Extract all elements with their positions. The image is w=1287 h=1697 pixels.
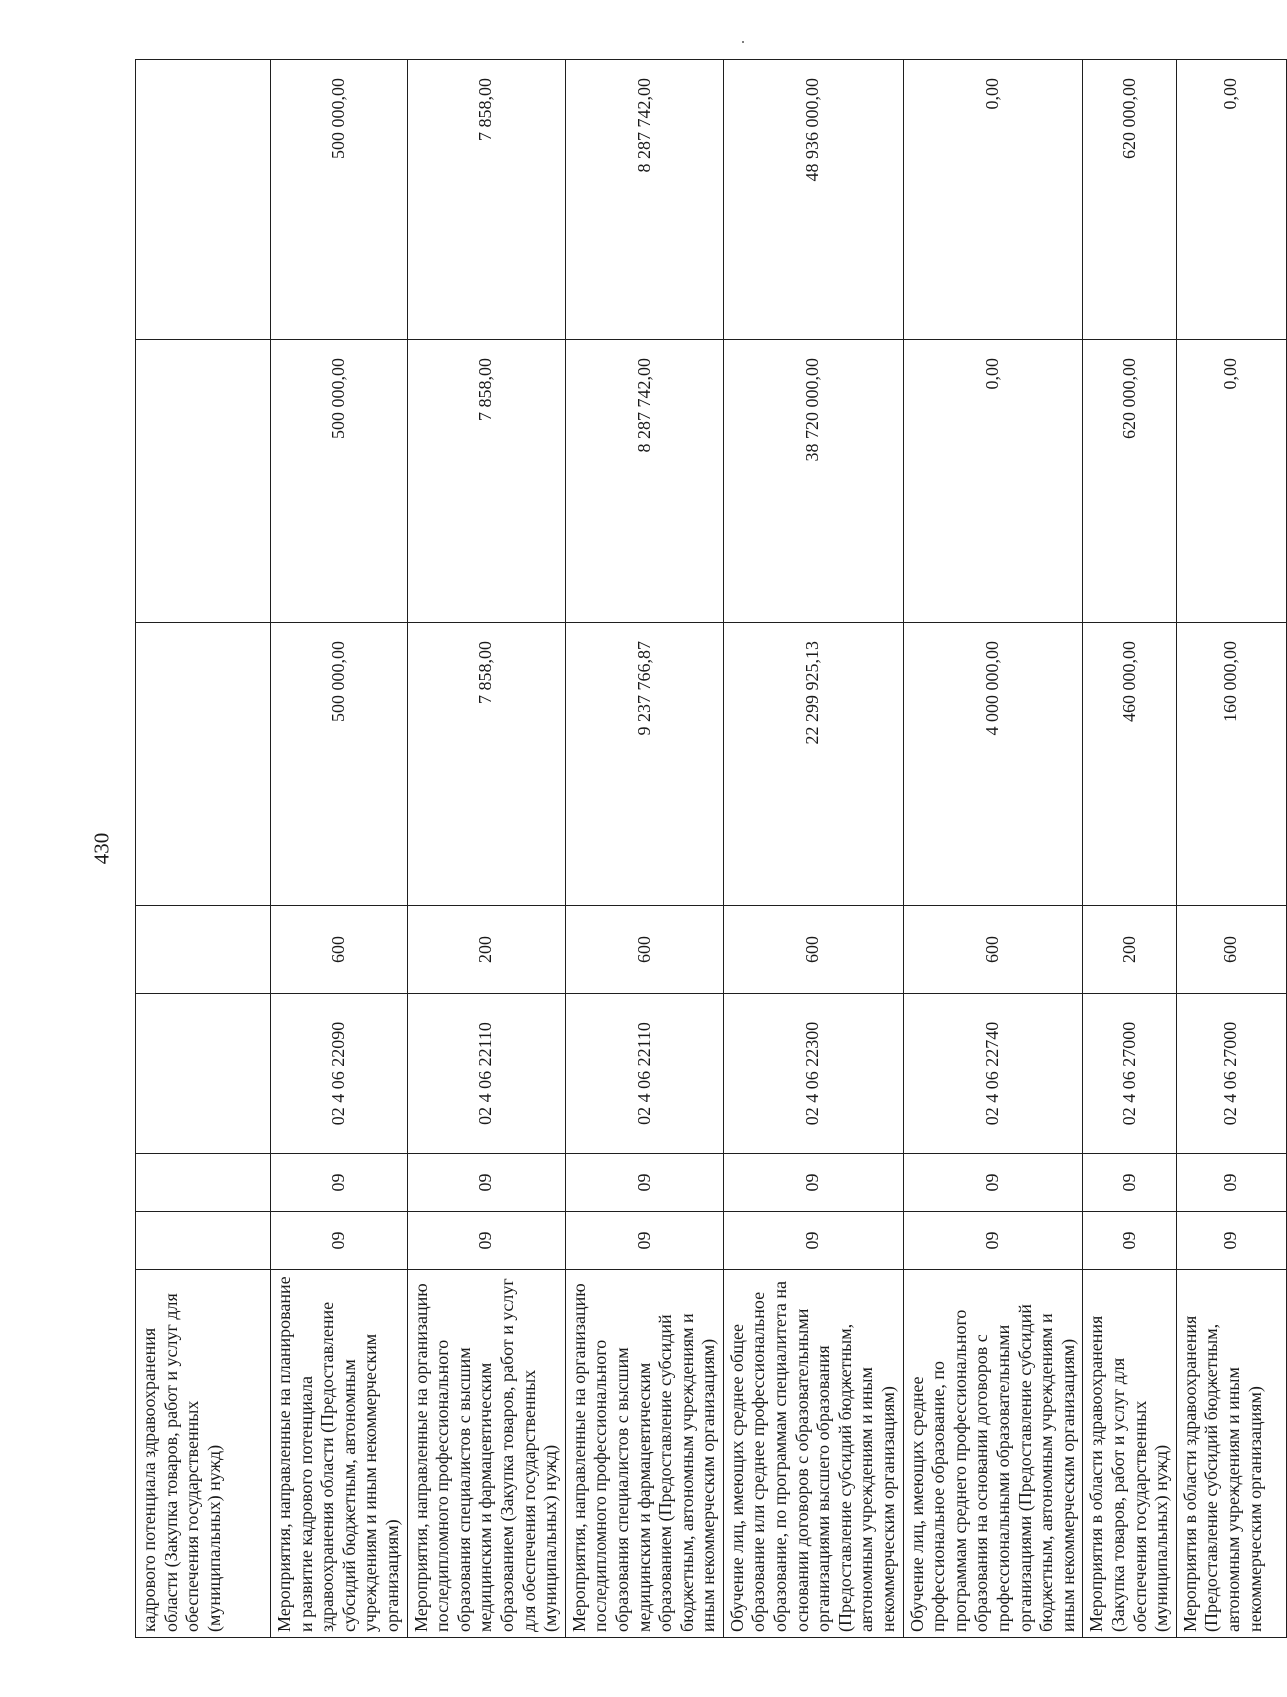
scan-artifact-dot xyxy=(742,41,744,43)
subsection-code-cell: 09 xyxy=(565,1154,723,1212)
subsection-code-cell: 09 xyxy=(1176,1154,1286,1212)
description-cell: кадрового потенциала здравоохранения области (Закупка товаров, работ и услуг для обеспечения государственных (муниципальных) нужд) xyxy=(136,1270,271,1638)
amount-year-2-cell xyxy=(136,340,271,623)
subsection-code-cell: 09 xyxy=(271,1154,408,1212)
description-cell: Мероприятия в области здравоохранения (Закупка товаров, работ и услуг для обеспечения государственных (муниципальных) нужд) xyxy=(1083,1270,1176,1638)
amount-year-3-cell: 8 287 742,00 xyxy=(565,60,723,340)
table-row xyxy=(136,60,271,1638)
table-body xyxy=(136,60,1287,1638)
table-row xyxy=(565,60,723,1638)
description-cell: Мероприятия в области здравоохранения (Предоставление субсидий бюджетным, автономным учреждениям и иным некоммерческим организациям) xyxy=(1176,1270,1286,1638)
amount-year-3-cell: 0,00 xyxy=(1176,60,1286,340)
table-row xyxy=(271,60,408,1638)
amount-year-1-cell: 500 000,00 xyxy=(271,623,408,906)
amount-year-1-cell: 160 000,00 xyxy=(1176,623,1286,906)
subsection-code-cell: 09 xyxy=(723,1154,903,1212)
description-cell: Мероприятия, направленные на планирование и развитие кадрового потенциала здравоохранения области (Предоставление субсидий бюджетным, автономным учреждениям и иным некоммерческим организациям) xyxy=(271,1270,408,1638)
rotated-table-wrapper xyxy=(135,60,1265,1638)
target-article-cell: 02 4 06 22740 xyxy=(903,994,1083,1154)
amount-year-3-cell: 7 858,00 xyxy=(407,60,565,340)
amount-year-2-cell: 0,00 xyxy=(1176,340,1286,623)
target-article-cell: 02 4 06 22300 xyxy=(723,994,903,1154)
expense-type-cell: 600 xyxy=(723,906,903,994)
expense-type-cell: 600 xyxy=(903,906,1083,994)
budget-table-container xyxy=(135,60,1265,1638)
amount-year-1-cell: 4 000 000,00 xyxy=(903,623,1083,906)
budget-table xyxy=(135,59,1287,1638)
table-row xyxy=(723,60,903,1638)
section-code-cell: 09 xyxy=(407,1212,565,1270)
section-code-cell: 09 xyxy=(565,1212,723,1270)
section-code-cell: 09 xyxy=(903,1212,1083,1270)
target-article-cell: 02 4 06 22110 xyxy=(407,994,565,1154)
expense-type-cell: 600 xyxy=(1176,906,1286,994)
amount-year-2-cell: 620 000,00 xyxy=(1083,340,1176,623)
target-article-cell: 02 4 06 27000 xyxy=(1176,994,1286,1154)
target-article-cell: 02 4 06 27000 xyxy=(1083,994,1176,1154)
amount-year-2-cell: 500 000,00 xyxy=(271,340,408,623)
target-article-cell: 02 4 06 22110 xyxy=(565,994,723,1154)
description-cell: Мероприятия, направленные на организацию последипломного профессионального образования специалистов с высшим медицинским и фармацевтическим образованием (Предоставление субсидий бюджетным, автономным учреждениям и иным некоммерческим организациям) xyxy=(565,1270,723,1638)
expense-type-cell: 600 xyxy=(271,906,408,994)
target-article-cell: 02 4 06 22090 xyxy=(271,994,408,1154)
section-code-cell: 09 xyxy=(1176,1212,1286,1270)
section-code-cell: 09 xyxy=(271,1212,408,1270)
table-row xyxy=(1176,60,1286,1638)
table-row xyxy=(407,60,565,1638)
amount-year-2-cell: 38 720 000,00 xyxy=(723,340,903,623)
description-cell: Мероприятия, направленные на организацию последипломного профессионального образования специалистов с высшим медицинским и фармацевтическим образованием (Закупка товаров, работ и услуг для обеспечения государственных (муниципальных) нужд) xyxy=(407,1270,565,1638)
expense-type-cell: 600 xyxy=(565,906,723,994)
expense-type-cell: 200 xyxy=(407,906,565,994)
amount-year-1-cell: 7 858,00 xyxy=(407,623,565,906)
table-row xyxy=(1083,60,1176,1638)
amount-year-3-cell: 48 936 000,00 xyxy=(723,60,903,340)
amount-year-2-cell: 7 858,00 xyxy=(407,340,565,623)
amount-year-3-cell: 620 000,00 xyxy=(1083,60,1176,340)
target-article-cell xyxy=(136,994,271,1154)
amount-year-3-cell xyxy=(136,60,271,340)
subsection-code-cell: 09 xyxy=(407,1154,565,1212)
amount-year-3-cell: 500 000,00 xyxy=(271,60,408,340)
table-row xyxy=(903,60,1083,1638)
amount-year-1-cell: 460 000,00 xyxy=(1083,623,1176,906)
page-number: 430 xyxy=(89,832,114,865)
expense-type-cell xyxy=(136,906,271,994)
amount-year-2-cell: 0,00 xyxy=(903,340,1083,623)
section-code-cell: 09 xyxy=(1083,1212,1176,1270)
subsection-code-cell: 09 xyxy=(903,1154,1083,1212)
expense-type-cell: 200 xyxy=(1083,906,1176,994)
amount-year-2-cell: 8 287 742,00 xyxy=(565,340,723,623)
subsection-code-cell xyxy=(136,1154,271,1212)
description-cell: Обучение лиц, имеющих среднее профессиональное образование, по программам среднего профессионального образования на основании договоров с профессиональными образовательными организациями (Предоставление субсидий бюджетным, автономным учреждениям и иным некоммерческим организациям) xyxy=(903,1270,1083,1638)
amount-year-3-cell: 0,00 xyxy=(903,60,1083,340)
subsection-code-cell: 09 xyxy=(1083,1154,1176,1212)
section-code-cell xyxy=(136,1212,271,1270)
amount-year-1-cell: 9 237 766,87 xyxy=(565,623,723,906)
section-code-cell: 09 xyxy=(723,1212,903,1270)
amount-year-1-cell xyxy=(136,623,271,906)
description-cell: Обучение лиц, имеющих среднее общее образование или среднее профессиональное образование, по программам специалитета на основании договоров с образовательными организациями высшего образования (Предоставление субсидий бюджетным, автономным учреждениям и иным некоммерческим организациям) xyxy=(723,1270,903,1638)
amount-year-1-cell: 22 299 925,13 xyxy=(723,623,903,906)
